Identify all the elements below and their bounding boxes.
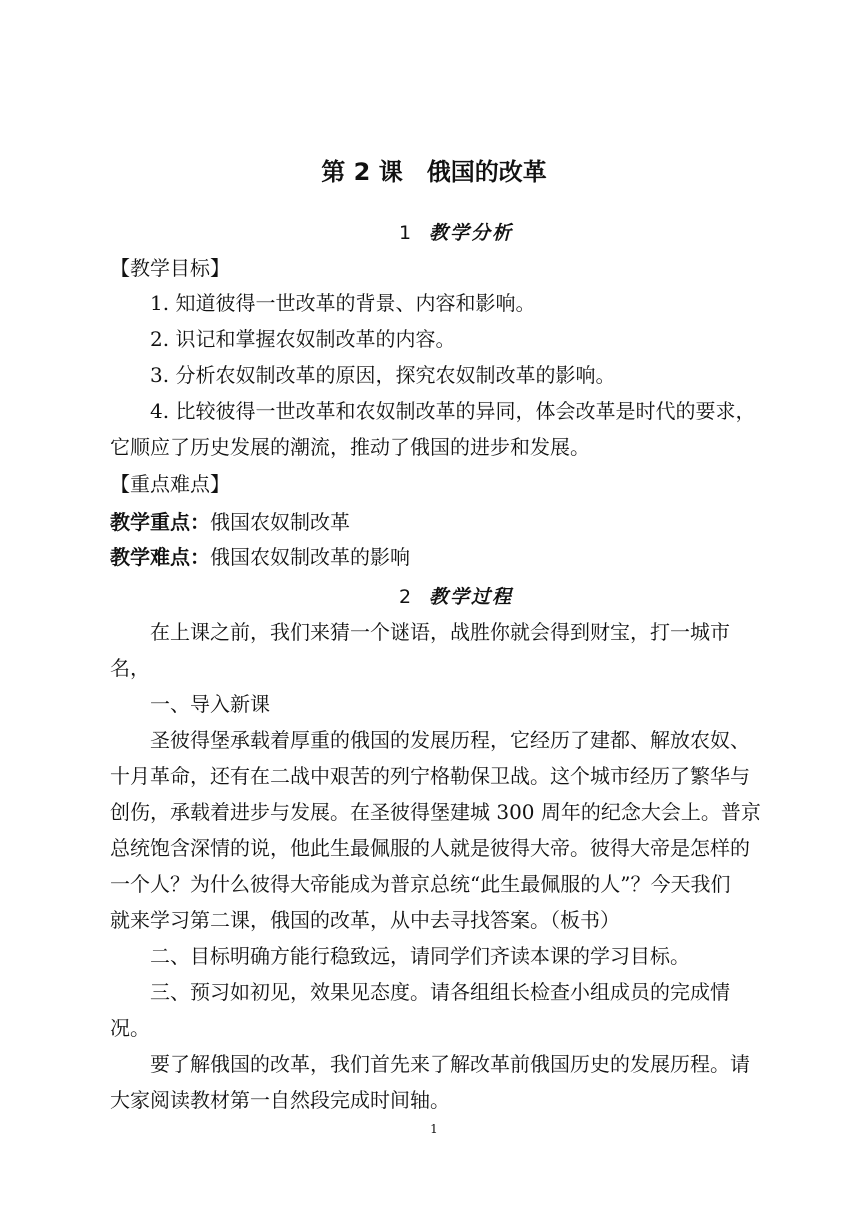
paragraph-line: 创伤，承载着进步与发展。在圣彼得堡建城 300 周年的纪念大会上。普京 — [110, 800, 761, 824]
section-label: 教学分析 — [429, 222, 514, 244]
key-points-header: 【重点难点】 — [110, 472, 230, 496]
goal-item: 4. 比较彼得一世改革和农奴制改革的异同，体会改革是时代的要求， — [150, 399, 756, 423]
paragraph-line: 大家阅读教材第一自然段完成时间轴。 — [110, 1088, 450, 1112]
paragraph-line: 总统饱含深情的说，他此生最佩服的人就是彼得大帝。彼得大帝是怎样的 — [110, 836, 750, 860]
section-number: 2 — [398, 586, 412, 608]
goal-item: 3. 分析农奴制改革的原因，探究农奴制改革的影响。 — [150, 363, 616, 387]
section-heading-process — [0, 582, 868, 609]
paragraph-line: 要了解俄国的改革，我们首先来了解改革前俄国历史的发展历程。请 — [150, 1052, 750, 1076]
difficulty-line — [110, 543, 770, 571]
key-point-text: 俄国农奴制改革 — [210, 510, 350, 534]
goals-header: 【教学目标】 — [110, 256, 230, 280]
goal-item: 1. 知道彼得一世改革的背景、内容和影响。 — [150, 291, 536, 315]
key-point-label: 教学重点： — [110, 510, 210, 534]
key-point-line — [110, 508, 770, 536]
paragraph-line: 一个人？为什么彼得大帝能成为普京总统“此生最佩服的人”？今天我们 — [110, 872, 731, 896]
paragraph-line: 就来学习第二课，俄国的改革，从中去寻找答案。（板书） — [110, 908, 620, 932]
paragraph-line: 十月革命，还有在二战中艰苦的列宁格勒保卫战。这个城市经历了繁华与 — [110, 764, 750, 788]
subheading-intro: 一、导入新课 — [150, 692, 270, 716]
paragraph-line: 圣彼得堡承载着厚重的俄国的发展历程，它经历了建都、解放农奴、 — [150, 728, 750, 752]
goal-item-continuation: 它顺应了历史发展的潮流，推动了俄国的进步和发展。 — [110, 435, 590, 459]
section-heading-analysis — [0, 218, 868, 245]
paragraph-line: 在上课之前，我们来猜一个谜语，战胜你就会得到财宝，打一城市 — [150, 620, 730, 644]
paragraph-line: 况。 — [110, 1016, 150, 1040]
goal-item: 2. 识记和掌握农奴制改革的内容。 — [150, 327, 456, 351]
section-label: 教学过程 — [429, 586, 514, 608]
paragraph-line: 三、预习如初见，效果见态度。请各组组长检查小组成员的完成情 — [150, 980, 730, 1004]
difficulty-label: 教学难点： — [110, 545, 210, 569]
page-number: 1 — [430, 1122, 438, 1136]
paragraph-line: 二、目标明确方能行稳致远，请同学们齐读本课的学习目标。 — [150, 944, 690, 968]
page-title: 第 2 课 俄国的改革 — [321, 158, 547, 186]
paragraph-line: 名， — [110, 656, 150, 680]
section-number: 1 — [398, 222, 412, 244]
difficulty-text: 俄国农奴制改革的影响 — [210, 545, 410, 569]
